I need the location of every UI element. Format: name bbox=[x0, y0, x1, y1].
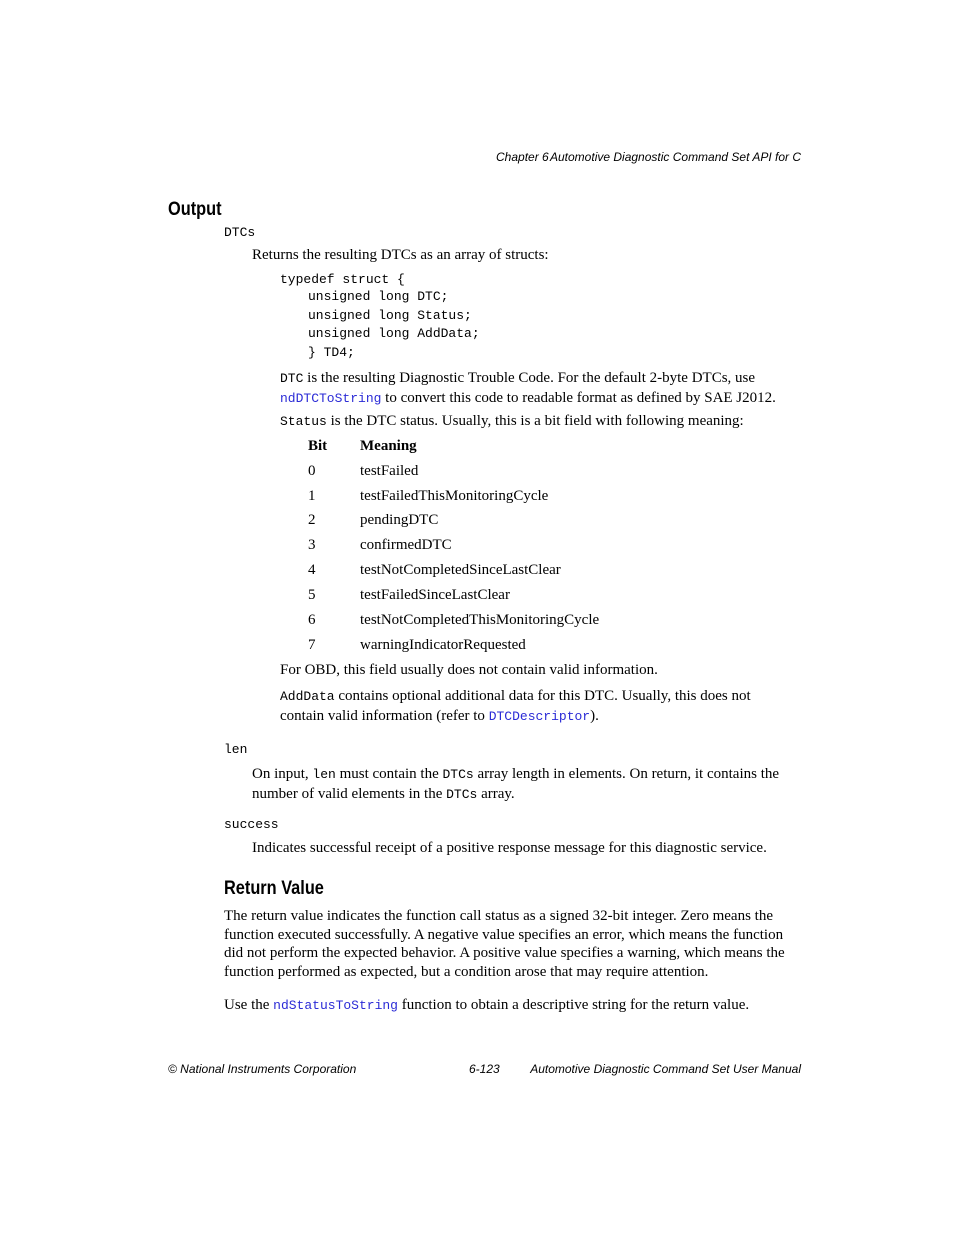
code-line: unsigned long Status; bbox=[308, 308, 472, 323]
text-run: Use the bbox=[224, 997, 274, 1013]
text-run: is the DTC status. Usually, this is a bit field with following meaning: bbox=[326, 413, 744, 429]
code-line: unsigned long AddData; bbox=[308, 326, 480, 341]
status-paragraph bbox=[280, 413, 744, 430]
text-run: is the resulting Diagnostic Trouble Code. For the default 2-byte DTCs, use bbox=[303, 370, 756, 386]
code-line: typedef struct { bbox=[280, 272, 405, 287]
table-header-meaning: Meaning bbox=[360, 438, 417, 454]
table-cell-meaning: testFailedThisMonitoringCycle bbox=[360, 488, 549, 504]
inline-code: DTCs bbox=[442, 767, 474, 782]
footer-page-number: 6-123 bbox=[469, 1062, 500, 1076]
text-run: to convert this code to readable format as defined by SAE J2012. bbox=[381, 389, 776, 406]
text-run: contains optional additional data for this DTC. Usually, this does not bbox=[334, 688, 751, 704]
len-description bbox=[252, 765, 812, 804]
output-heading: Output bbox=[168, 199, 222, 220]
text-run: number of valid elements in the bbox=[252, 785, 447, 802]
table-cell-meaning: testFailed bbox=[360, 463, 419, 479]
table-cell-meaning: testFailedSinceLastClear bbox=[360, 587, 510, 603]
dtcs-description: Returns the resulting DTCs as an array of structs: bbox=[252, 247, 549, 263]
table-header-bit: Bit bbox=[308, 438, 328, 454]
table-cell-bit: 2 bbox=[308, 512, 316, 528]
text-line: did not perform the expected behavior. A positive value specifies a warning, which means the bbox=[224, 945, 785, 962]
table-cell-meaning: warningIndicatorRequested bbox=[360, 637, 526, 653]
table-cell-bit: 3 bbox=[308, 537, 316, 553]
table-cell-bit: 4 bbox=[308, 562, 316, 578]
text-line: function executed successfully. A negative value specifies an error, which means the function bbox=[224, 926, 784, 943]
text-line: The return value indicates the function call status as a signed 32-bit integer. Zero means the bbox=[224, 908, 773, 924]
table-cell-meaning: testNotCompletedThisMonitoringCycle bbox=[360, 612, 600, 628]
header-chapter: Chapter 6 bbox=[496, 150, 549, 164]
return-value-heading: Return Value bbox=[224, 878, 324, 899]
text-run: must contain the bbox=[335, 766, 443, 782]
adddata-paragraph bbox=[280, 687, 810, 726]
header-title: Automotive Diagnostic Command Set API for C bbox=[550, 150, 801, 164]
table-cell-bit: 7 bbox=[308, 637, 316, 653]
text-run: function to obtain a descriptive string for the return value. bbox=[397, 997, 750, 1013]
obd-note: For OBD, this field usually does not contain valid information. bbox=[280, 662, 658, 678]
link-nddtctostring[interactable]: ndDTCToString bbox=[280, 390, 382, 406]
inline-code: Status bbox=[280, 414, 327, 429]
text-line: function performed as expected, but a condition arose that may require attention. bbox=[224, 963, 709, 980]
param-len: len bbox=[224, 742, 248, 757]
text-run: array. bbox=[477, 785, 515, 802]
text-run: array length in elements. On return, it contains the bbox=[473, 766, 780, 782]
inline-code: DTCs bbox=[446, 786, 478, 802]
table-cell-bit: 5 bbox=[308, 587, 316, 603]
footer-manual-title: Automotive Diagnostic Command Set User Manual bbox=[530, 1062, 801, 1076]
link-ndstatustostring[interactable]: ndStatusToString bbox=[273, 998, 398, 1013]
code-line: unsigned long DTC; bbox=[308, 289, 449, 304]
use-status-paragraph bbox=[224, 997, 749, 1014]
inline-code: DTC bbox=[280, 371, 304, 386]
param-success: success bbox=[224, 817, 279, 832]
footer-copyright: © National Instruments Corporation bbox=[168, 1062, 357, 1076]
text-run: contain valid information (refer to bbox=[280, 707, 489, 724]
inline-code: AddData bbox=[280, 689, 335, 704]
param-dtcs: DTCs bbox=[224, 225, 256, 240]
table-cell-bit: 1 bbox=[308, 488, 316, 504]
table-cell-bit: 0 bbox=[308, 463, 316, 479]
table-cell-bit: 6 bbox=[308, 612, 316, 628]
code-line: } TD4; bbox=[308, 345, 355, 360]
text-run: ). bbox=[590, 707, 599, 724]
table-cell-meaning: testNotCompletedSinceLastClear bbox=[360, 562, 561, 578]
link-dtcdescriptor[interactable]: DTCDescriptor bbox=[488, 708, 591, 724]
inline-code: len bbox=[312, 767, 336, 782]
text-run: On input, bbox=[252, 766, 313, 782]
return-value-paragraph bbox=[224, 907, 814, 981]
success-description: Indicates successful receipt of a positive response message for this diagnostic service. bbox=[252, 840, 767, 856]
dtc-paragraph bbox=[280, 369, 810, 408]
table-cell-meaning: confirmedDTC bbox=[360, 537, 452, 553]
table-cell-meaning: pendingDTC bbox=[360, 512, 439, 528]
